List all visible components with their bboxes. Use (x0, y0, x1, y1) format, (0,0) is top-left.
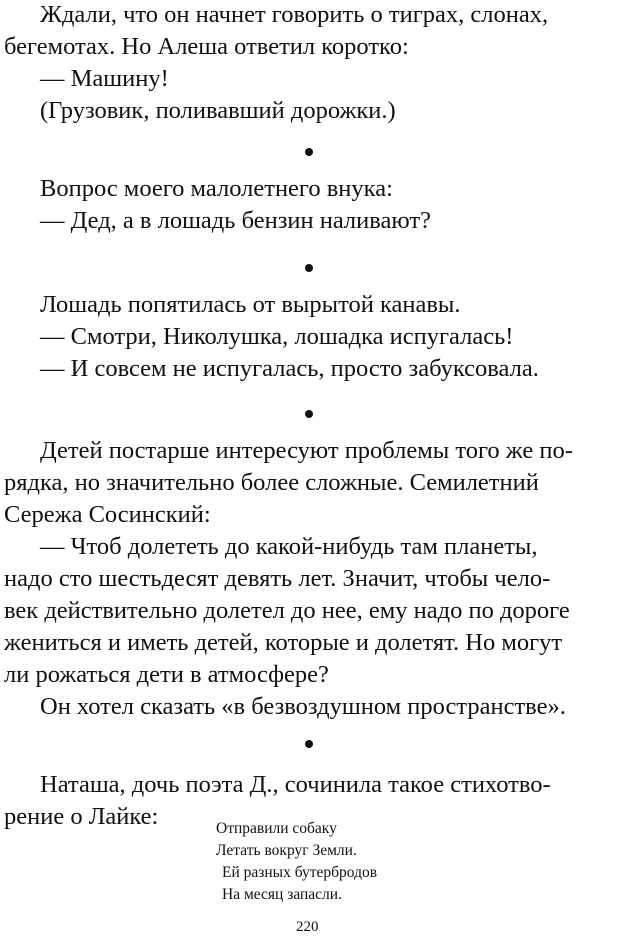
paragraph-line: Детей постарше интересуют проблемы того же по- (40, 437, 573, 464)
section-separator-dot (305, 410, 313, 418)
section-separator-dot (305, 148, 313, 156)
dialogue-line: — Чтоб долететь до какой-нибудь там планеты, (40, 533, 538, 560)
poem-line: Ей разных бутербродов (222, 864, 378, 881)
poem-line: Отправили собаку (216, 820, 337, 837)
paragraph-line: Ждали, что он начнет говорить о тиграх, слонах, (40, 1, 549, 28)
paragraph-line: рядка, но значительно более сложные. Семилетний (4, 469, 539, 496)
paragraph-line: Он хотел сказать «в безвоздушном пространстве». (40, 693, 566, 720)
page-number: 220 (296, 919, 319, 935)
poem-line: Летать вокруг Земли. (216, 842, 357, 859)
paragraph-line: Вопрос моего малолетнего внука: (40, 175, 393, 202)
paragraph-line: (Грузовик, поливавший дорожки.) (40, 97, 396, 124)
dialogue-line: — И совсем не испугалась, просто забуксовала. (40, 355, 539, 382)
paragraph-line: жениться и иметь детей, которые и долетят. Но могут (4, 629, 563, 656)
paragraph-line: Сережа Сосинский: (4, 501, 211, 528)
dialogue-line: — Смотри, Николушка, лошадка испугалась! (40, 323, 514, 350)
paragraph-line: Наташа, дочь поэта Д., сочинила такое стихотво- (40, 771, 551, 798)
paragraph-line: рение о Лайке: (4, 803, 159, 830)
poem-line: На месяц запасли. (222, 886, 342, 903)
paragraph-line: надо сто шестьдесят девять лет. Значит, чтобы чело- (4, 565, 551, 592)
dialogue-line: — Дед, а в лошадь бензин наливают? (40, 207, 431, 234)
dialogue-line: — Машину! (40, 65, 169, 92)
paragraph-line: ли рожаться дети в атмосфере? (4, 661, 329, 688)
section-separator-dot (305, 264, 313, 272)
paragraph-line: бегемотах. Но Алеша ответил коротко: (4, 33, 409, 60)
paragraph-line: век действительно долетел до нее, ему надо по дороге (4, 597, 570, 624)
paragraph-line: Лошадь попятилась от вырытой канавы. (40, 291, 461, 318)
section-separator-dot (305, 740, 313, 748)
